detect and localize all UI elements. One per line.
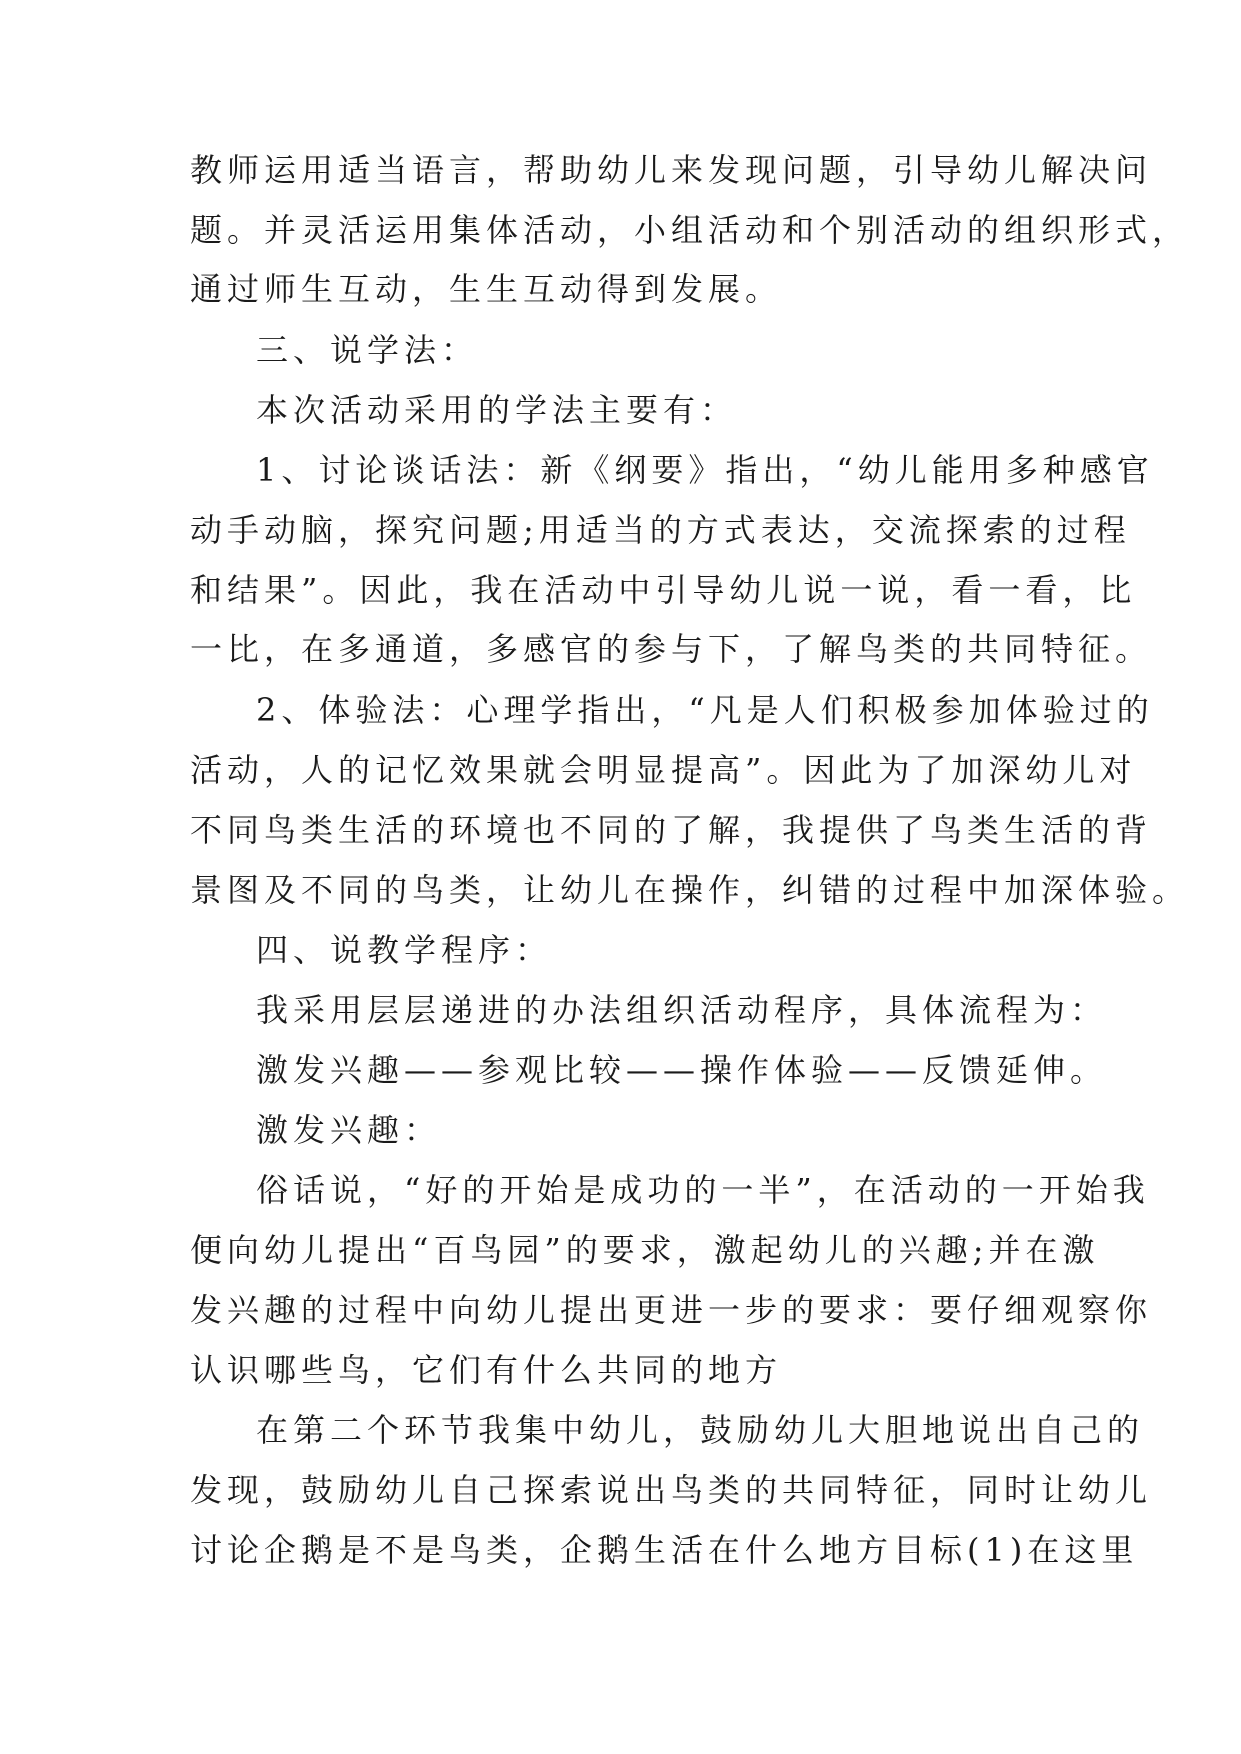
text-line: 俗话说，“好的开始是成功的一半”，在活动的一开始我 (256, 1171, 1150, 1209)
text-line: 2、体验法：心理学指出，“凡是人们积极参加体验过的 (256, 691, 1154, 729)
text-line: 激发兴趣： (256, 1111, 442, 1149)
text-line: 不同鸟类生活的环境也不同的了解，我提供了鸟类生活的背 (190, 811, 1153, 849)
text-line: 本次活动采用的学法主要有： (256, 391, 738, 429)
section-heading: 三、说学法： (256, 331, 479, 369)
section-heading: 四、说教学程序： (256, 931, 553, 969)
text-line: 1、讨论谈话法：新《纲要》指出，“幼儿能用多种感官 (256, 451, 1154, 489)
text-line: 和结果”。因此，我在活动中引导幼儿说一说，看一看，比 (190, 571, 1137, 609)
text-line: 发现，鼓励幼儿自己探索说出鸟类的共同特征，同时让幼儿 (190, 1471, 1153, 1509)
text-line: 认识哪些鸟，它们有什么共同的地方 (190, 1351, 783, 1389)
text-line: 活动，人的记忆效果就会明显提高”。因此为了加深幼儿对 (190, 751, 1137, 789)
text-line: 发兴趣的过程中向幼儿提出更进一步的要求：要仔细观察你 (190, 1291, 1153, 1329)
text-line: 激发兴趣——参观比较——操作体验——反馈延伸。 (256, 1051, 1108, 1089)
text-line: 教师运用适当语言，帮助幼儿来发现问题，引导幼儿解决问 (190, 151, 1153, 189)
text-line: 在第二个环节我集中幼儿，鼓励幼儿大胆地说出自己的 (256, 1411, 1145, 1449)
text-line: 我采用层层递进的办法组织活动程序，具体流程为： (256, 991, 1108, 1029)
text-line: 动手动脑，探究问题;用适当的方式表达，交流探索的过程 (190, 511, 1131, 549)
text-line: 通过师生互动，生生互动得到发展。 (190, 270, 783, 308)
text-line: 讨论企鹅是不是鸟类，企鹅生活在什么地方目标(1)在这里 (190, 1531, 1139, 1569)
text-line: 题。并灵活运用集体活动，小组活动和个别活动的组织形式， (190, 211, 1190, 249)
text-line: 便向幼儿提出“百鸟园”的要求，激起幼儿的兴趣;并在激 (190, 1231, 1100, 1269)
text-line: 景图及不同的鸟类，让幼儿在操作，纠错的过程中加深体验。 (190, 871, 1190, 909)
text-line: 一比，在多通道，多感官的参与下，了解鸟类的共同特征。 (190, 630, 1153, 668)
